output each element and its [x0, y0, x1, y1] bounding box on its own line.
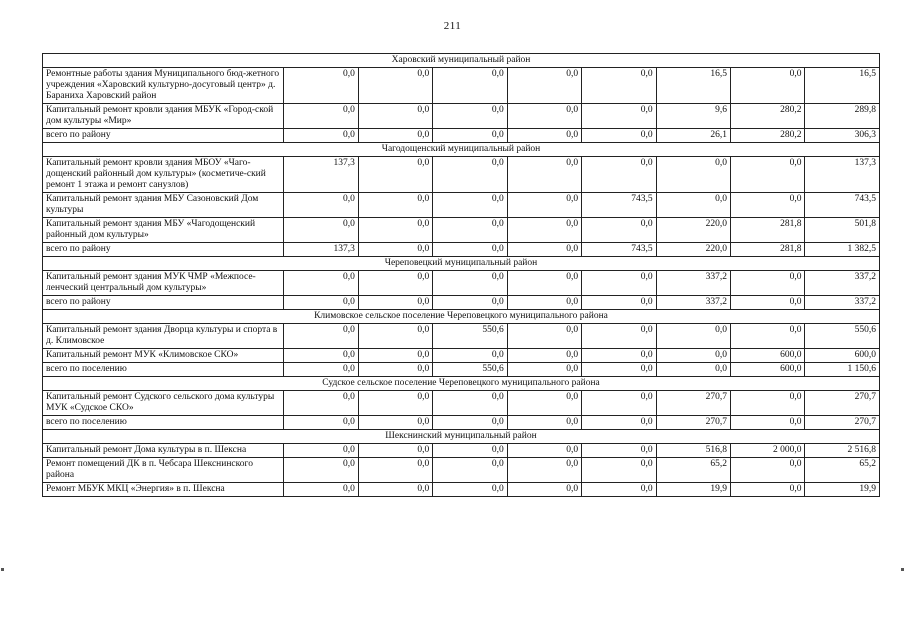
value-cell: 0,0: [284, 129, 358, 143]
value-cell: 0,0: [433, 68, 507, 104]
row-total-cell: 65,2: [805, 458, 880, 483]
value-cell: 0,0: [358, 391, 432, 416]
project-name: Капитальный ремонт Дома культуры в п. Шексна: [43, 444, 284, 458]
section-title: Судское сельское поселение Череповецкого муниципального района: [43, 377, 880, 391]
section-header-row: [43, 54, 880, 68]
total-label: всего по району: [43, 296, 284, 310]
value-cell: 550,6: [433, 324, 507, 349]
row-total-cell: 501,8: [805, 218, 880, 243]
section-title: Чагодощенский муниципальный район: [43, 143, 880, 157]
value-cell: 0,0: [284, 416, 358, 430]
value-cell: 0,0: [656, 349, 730, 363]
value-cell: 0,0: [358, 458, 432, 483]
total-row: [43, 129, 880, 143]
value-cell: 0,0: [582, 483, 656, 497]
table-row: [43, 271, 880, 296]
value-cell: 9,6: [656, 104, 730, 129]
value-cell: 0,0: [507, 193, 581, 218]
value-cell: 0,0: [582, 218, 656, 243]
row-total-cell: 2 516,8: [805, 444, 880, 458]
value-cell: 0,0: [433, 416, 507, 430]
value-cell: 0,0: [582, 416, 656, 430]
value-cell: 0,0: [656, 324, 730, 349]
row-total-cell: 270,7: [805, 416, 880, 430]
project-name: Ремонт МБУК МКЦ «Энергия» в п. Шексна: [43, 483, 284, 497]
value-cell: 0,0: [731, 296, 805, 310]
section-header-row: [43, 377, 880, 391]
value-cell: 0,0: [433, 483, 507, 497]
row-total-cell: 1 150,6: [805, 363, 880, 377]
row-total-cell: 137,3: [805, 157, 880, 193]
value-cell: 0,0: [433, 243, 507, 257]
value-cell: 0,0: [582, 296, 656, 310]
page-number: 211: [443, 20, 462, 32]
total-row: [43, 416, 880, 430]
value-cell: 0,0: [433, 271, 507, 296]
table-row: [43, 68, 880, 104]
value-cell: 0,0: [507, 483, 581, 497]
value-cell: 0,0: [582, 444, 656, 458]
table-row: [43, 349, 880, 363]
value-cell: 0,0: [731, 416, 805, 430]
project-name: Капитальный ремонт МУК «Климовское СКО»: [43, 349, 284, 363]
table-row: [43, 458, 880, 483]
total-row: [43, 243, 880, 257]
value-cell: 0,0: [284, 444, 358, 458]
value-cell: 0,0: [582, 458, 656, 483]
value-cell: 0,0: [582, 271, 656, 296]
section-title: Шекснинский муниципальный район: [43, 430, 880, 444]
project-name: Капитальный ремонт здания Дворца культуры и спорта в д. Климовское: [43, 324, 284, 349]
section-title: Климовское сельское поселение Череповецкого муниципального района: [43, 310, 880, 324]
value-cell: 281,8: [731, 218, 805, 243]
value-cell: 220,0: [656, 243, 730, 257]
value-cell: 0,0: [284, 68, 358, 104]
project-name: Капитальный ремонт кровли здания МБОУ «Чаго-дощенский районный дом культуры» (косметиче-ский ремонт 1 этажа и ремонт санузлов): [43, 157, 284, 193]
project-name: Капитальный ремонт здания МУК ЧМР «Межпосе-ленческий центральный дом культуры»: [43, 271, 284, 296]
value-cell: 0,0: [507, 104, 581, 129]
value-cell: 550,6: [433, 363, 507, 377]
value-cell: 0,0: [731, 324, 805, 349]
value-cell: 0,0: [582, 391, 656, 416]
value-cell: 0,0: [358, 363, 432, 377]
value-cell: 0,0: [433, 193, 507, 218]
value-cell: 26,1: [656, 129, 730, 143]
value-cell: 0,0: [284, 324, 358, 349]
value-cell: 600,0: [731, 363, 805, 377]
value-cell: 600,0: [731, 349, 805, 363]
value-cell: 0,0: [507, 416, 581, 430]
value-cell: 0,0: [507, 444, 581, 458]
table-row: [43, 218, 880, 243]
table-body: [43, 54, 880, 497]
funding-table: [42, 53, 880, 497]
value-cell: 0,0: [358, 68, 432, 104]
value-cell: 137,3: [284, 243, 358, 257]
value-cell: 0,0: [731, 458, 805, 483]
value-cell: 0,0: [358, 324, 432, 349]
row-total-cell: 337,2: [805, 271, 880, 296]
row-total-cell: 289,8: [805, 104, 880, 129]
scan-edge-mark-right: [901, 568, 904, 571]
value-cell: 0,0: [507, 271, 581, 296]
section-title: Харовский муниципальный район: [43, 54, 880, 68]
value-cell: 0,0: [358, 271, 432, 296]
row-total-cell: 743,5: [805, 193, 880, 218]
value-cell: 0,0: [731, 157, 805, 193]
value-cell: 0,0: [284, 296, 358, 310]
value-cell: 0,0: [507, 349, 581, 363]
value-cell: 337,2: [656, 296, 730, 310]
row-total-cell: 306,3: [805, 129, 880, 143]
table-row: [43, 104, 880, 129]
value-cell: 0,0: [582, 349, 656, 363]
project-name: Ремонт помещений ДК в п. Чебсара Шекснинского района: [43, 458, 284, 483]
value-cell: 0,0: [284, 218, 358, 243]
value-cell: 0,0: [284, 193, 358, 218]
value-cell: 0,0: [507, 243, 581, 257]
section-title: Череповецкий муниципальный район: [43, 257, 880, 271]
value-cell: 0,0: [358, 218, 432, 243]
value-cell: 0,0: [507, 363, 581, 377]
value-cell: 0,0: [358, 483, 432, 497]
project-name: Ремонтные работы здания Муниципального бюд-жетного учреждения «Харовский культурно-досуговый центр» д. Бараниха Харовский район: [43, 68, 284, 104]
table-row: [43, 444, 880, 458]
value-cell: 0,0: [433, 444, 507, 458]
project-name: Капитальный ремонт здания МБУ «Чагодощенский районный дом культуры»: [43, 218, 284, 243]
value-cell: 0,0: [284, 271, 358, 296]
value-cell: 0,0: [507, 296, 581, 310]
value-cell: 0,0: [358, 416, 432, 430]
table-row: [43, 157, 880, 193]
value-cell: 0,0: [433, 349, 507, 363]
scan-edge-mark-left: [1, 568, 4, 571]
value-cell: 0,0: [433, 157, 507, 193]
value-cell: 0,0: [433, 296, 507, 310]
table-row: [43, 391, 880, 416]
value-cell: 0,0: [358, 129, 432, 143]
value-cell: 0,0: [284, 458, 358, 483]
project-name: Капитальный ремонт Судского сельского дома культуры МУК «Судское СКО»: [43, 391, 284, 416]
value-cell: 0,0: [731, 483, 805, 497]
value-cell: 0,0: [358, 349, 432, 363]
value-cell: 0,0: [582, 68, 656, 104]
project-name: Капитальный ремонт здания МБУ Сазоновский Дом культуры: [43, 193, 284, 218]
row-total-cell: 16,5: [805, 68, 880, 104]
total-row: [43, 296, 880, 310]
row-total-cell: 19,9: [805, 483, 880, 497]
row-total-cell: 337,2: [805, 296, 880, 310]
table-row: [43, 483, 880, 497]
section-header-row: [43, 143, 880, 157]
value-cell: 0,0: [582, 104, 656, 129]
value-cell: 65,2: [656, 458, 730, 483]
value-cell: 0,0: [507, 324, 581, 349]
value-cell: 0,0: [284, 104, 358, 129]
value-cell: 0,0: [656, 193, 730, 218]
value-cell: 2 000,0: [731, 444, 805, 458]
row-total-cell: 270,7: [805, 391, 880, 416]
value-cell: 0,0: [284, 349, 358, 363]
value-cell: 0,0: [284, 363, 358, 377]
table-row: [43, 193, 880, 218]
value-cell: 0,0: [358, 296, 432, 310]
value-cell: 0,0: [433, 129, 507, 143]
value-cell: 0,0: [433, 218, 507, 243]
value-cell: 0,0: [582, 324, 656, 349]
value-cell: 280,2: [731, 129, 805, 143]
value-cell: 19,9: [656, 483, 730, 497]
value-cell: 0,0: [656, 157, 730, 193]
row-total-cell: 1 382,5: [805, 243, 880, 257]
value-cell: 0,0: [433, 104, 507, 129]
value-cell: 270,7: [656, 416, 730, 430]
value-cell: 16,5: [656, 68, 730, 104]
value-cell: 0,0: [507, 157, 581, 193]
value-cell: 0,0: [507, 218, 581, 243]
value-cell: 0,0: [433, 458, 507, 483]
value-cell: 0,0: [358, 444, 432, 458]
table-row: [43, 324, 880, 349]
value-cell: 0,0: [731, 391, 805, 416]
value-cell: 270,7: [656, 391, 730, 416]
row-total-cell: 600,0: [805, 349, 880, 363]
value-cell: 0,0: [284, 391, 358, 416]
value-cell: 743,5: [582, 193, 656, 218]
value-cell: 0,0: [358, 104, 432, 129]
section-header-row: [43, 310, 880, 324]
total-label: всего по поселению: [43, 416, 284, 430]
value-cell: 281,8: [731, 243, 805, 257]
total-label: всего по району: [43, 129, 284, 143]
section-header-row: [43, 257, 880, 271]
value-cell: 0,0: [507, 68, 581, 104]
value-cell: 0,0: [507, 458, 581, 483]
value-cell: 0,0: [731, 271, 805, 296]
value-cell: 0,0: [582, 157, 656, 193]
value-cell: 0,0: [656, 363, 730, 377]
value-cell: 220,0: [656, 218, 730, 243]
value-cell: 0,0: [582, 129, 656, 143]
value-cell: 337,2: [656, 271, 730, 296]
project-name: Капитальный ремонт кровли здания МБУК «Город-ской дом культуры «Мир»: [43, 104, 284, 129]
value-cell: 516,8: [656, 444, 730, 458]
value-cell: 0,0: [731, 193, 805, 218]
total-label: всего по поселению: [43, 363, 284, 377]
value-cell: 0,0: [731, 68, 805, 104]
value-cell: 0,0: [507, 391, 581, 416]
value-cell: 137,3: [284, 157, 358, 193]
value-cell: 280,2: [731, 104, 805, 129]
value-cell: 0,0: [358, 243, 432, 257]
value-cell: 0,0: [358, 157, 432, 193]
total-row: [43, 363, 880, 377]
value-cell: 0,0: [284, 483, 358, 497]
value-cell: 0,0: [433, 391, 507, 416]
value-cell: 0,0: [358, 193, 432, 218]
row-total-cell: 550,6: [805, 324, 880, 349]
value-cell: 0,0: [507, 129, 581, 143]
value-cell: 743,5: [582, 243, 656, 257]
total-label: всего по району: [43, 243, 284, 257]
section-header-row: [43, 430, 880, 444]
value-cell: 0,0: [582, 363, 656, 377]
